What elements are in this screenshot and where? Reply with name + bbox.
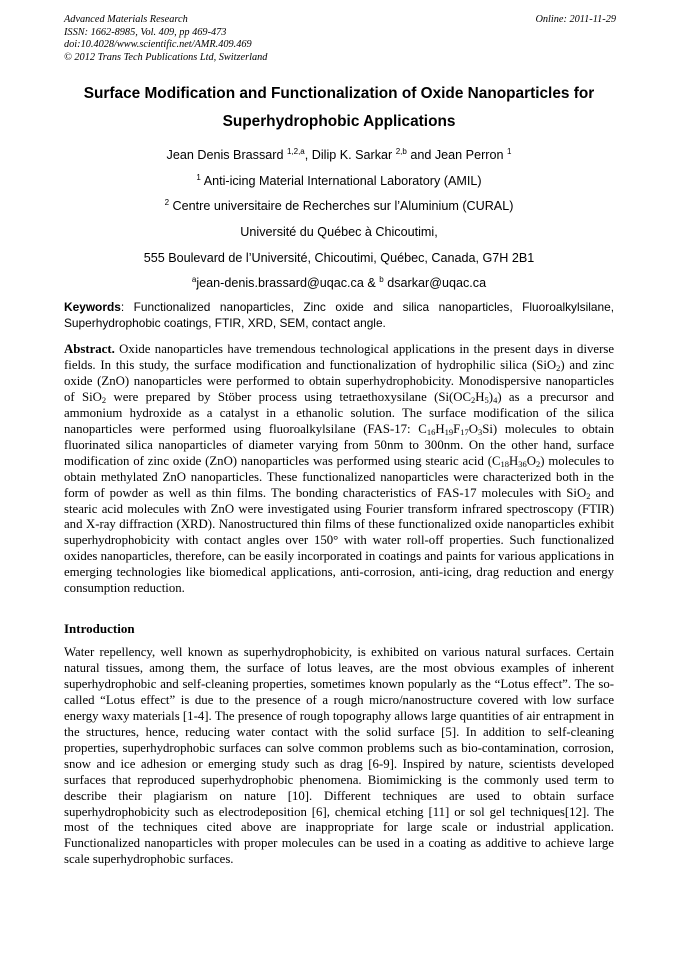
abstract-text: Oxide nanoparticles have tremendous technological applications in the present days in diverse fields. In this study, the surface modification and functionalization of hydrophilic silica (SiO: [64, 342, 614, 372]
abstract-text: O: [526, 453, 536, 468]
author-brassard-affil: 1,2,a: [286, 147, 305, 156]
affiliation-2-mark: 2: [164, 198, 170, 207]
email-a-mark: a: [191, 275, 197, 284]
keywords-section: [64, 299, 614, 331]
author-list: [40, 148, 638, 163]
abstract-label: Abstract.: [64, 342, 115, 356]
author-separator: and: [406, 148, 435, 162]
author-sarkar: Dilip K. Sarkar: [311, 148, 393, 162]
subscript: 16: [426, 426, 436, 437]
keywords-label: Keywords: [64, 300, 121, 314]
author-perron: Jean Perron: [434, 148, 504, 162]
title-line-2: Superhydrophobic Applications: [222, 113, 456, 130]
affiliation-1-mark: 1: [196, 173, 201, 182]
email-b-mark: b: [379, 275, 384, 284]
subscript: 2: [101, 394, 107, 405]
keywords-colon: :: [120, 300, 134, 314]
journal-name: Advanced Materials Research: [64, 14, 188, 25]
abstract-text: ) molecules to obtain methylated ZnO nanoparticles. These functionalized nanoparticles were characterized both in the form of powder as well as thin films. The bonding characteristics of FAS-17 molecules with SiO: [64, 453, 614, 500]
subscript: 18: [500, 458, 509, 469]
affiliation-2-text: Centre universitaire de Recherches sur l’Aluminium (CURAL): [172, 199, 514, 213]
author-emails: [40, 276, 638, 291]
abstract-text: Si) molecules to obtain fluorinated silica nanoparticles of diameter varying from 50nm to 300nm. On the other hand, surface modification of zinc oxide (ZnO) nanoparticles was performed using stearic acid (C: [64, 421, 614, 468]
abstract-text: were prepared by Stöber process using tetraethoxysilane (Si(OC: [106, 389, 472, 404]
introduction-heading: Introduction: [64, 621, 135, 636]
abstract-text: ): [488, 389, 494, 404]
online-date: Online: 2011-11-29: [535, 14, 616, 25]
abstract-text: ) and zinc oxide (ZnO) nanoparticles were performed to obtain superhydrophobicity. Monodispersive nanoparticles of SiO: [64, 357, 614, 404]
subscript: 5: [484, 394, 489, 405]
author-separator: ,: [304, 148, 312, 162]
subscript: 2: [536, 458, 541, 469]
journal-copyright: © 2012 Trans Tech Publications Ltd, Switzerland: [64, 51, 268, 63]
title-line-1: Surface Modification and Functionalization of Oxide Nanoparticles for: [83, 85, 595, 102]
abstract-text: ) as a precursor and ammonium hydroxide as a catalyst in a ethanolic solution. The surface modification of the silica nanoparticles were performed using fluoroalkylsilane (FAS-17: C: [64, 389, 614, 436]
keywords-text: Functionalized nanoparticles, Zinc oxide and silica nanoparticles, Fluoroalkylsilane, Superhydrophobic coatings, FTIR, XRD, SEM, contact angle.: [64, 300, 615, 330]
subscript: 17: [460, 426, 469, 437]
author-perron-affil: 1: [506, 147, 512, 156]
affiliation-2: [40, 199, 638, 214]
introduction-paragraph: Water repellency, well known as superhydrophobicity, is exhibited on various natural surfaces. Certain natural tissues, among them, the surface of lotus leaves, are the most obvious examples of inherent superhydrophobic and self-cleaning properties, sometimes known popularly as the “Lotus effect”. The so-called “Lotus effect” is due to the presence of a rough micro/nanostructure covered with low surface energy waxy materials [1-4]. The presence of rough topography allows large quantities of air entrapment in the structures, hence, reducing water contact with the solid surface [5]. In addition to self-cleaning properties, superhydrophobic surfaces can solve common problems such as bio-contamination, corrosion, snow and ice adhesion or emerging study such as drag [6-9]. Inspired by nature, scientists developed surfaces that reproduced superhydrophobic phenomena. Biomimicking is the commonly used term to describe their plagiarism on nature [10]. Different techniques are used to obtain surface superhydrophobicity such as electrodeposition [6], chemical etching [11] or sol gel techniques[12]. The most of the techniques cited above are inappropriate for large scale or industrial application. Functionalized nanoparticles with proper molecules can be used in a coating as additive to achieve large scale superhydrophobic surfaces.: [64, 645, 614, 867]
subscript: 3: [477, 426, 483, 437]
email-sarkar[interactable]: dsarkar@uqac.ca: [387, 276, 487, 290]
journal-doi: doi:10.4028/www.scientific.net/AMR.409.469: [64, 39, 252, 50]
subscript: 2: [586, 490, 591, 501]
paper-title: [40, 80, 638, 136]
email-brassard[interactable]: jean-denis.brassard@uqac.ca: [196, 276, 364, 290]
abstract-text: F: [453, 421, 461, 436]
abstract-text: O: [468, 421, 478, 436]
affiliation-3: Université du Québec à Chicoutimi,: [240, 225, 438, 239]
abstract-text: and stearic acid molecules with ZnO were investigated using Fourier transform infrared spectroscopy (FTIR) and X-ray diffraction (XRD). Nanostructured thin films of these functionalized oxide nanoparticles exhibit superhydrophobicity with contact angles over 150° with water roll-off properties. Such functionalized oxides nanoparticles, therefore, can be easily incorporated in coatings and paints for various applications in emerging technologies like biomedical applications, anti-corrosion, anti-icing, drag reduction and energy consumption reduction.: [64, 485, 614, 596]
abstract-text: H: [475, 389, 485, 404]
author-sarkar-affil: 2,b: [395, 147, 407, 156]
journal-header: [64, 14, 616, 64]
subscript: 2: [471, 394, 476, 405]
abstract-text: H: [509, 453, 519, 468]
subscript: 4: [493, 394, 498, 405]
abstract-paragraph: [64, 342, 614, 597]
subscript: 19: [444, 426, 454, 437]
author-brassard: Jean Denis Brassard: [166, 148, 284, 162]
affiliation-address: 555 Boulevard de l’Université, Chicoutimi, Québec, Canada, G7H 2B1: [143, 251, 535, 265]
subscript: 2: [556, 362, 561, 373]
journal-issn: ISSN: 1662-8985, Vol. 409, pp 469-473: [64, 26, 227, 38]
affiliation-1: [40, 174, 638, 189]
email-separator: &: [363, 276, 380, 290]
abstract-text: H: [435, 421, 445, 436]
affiliation-1-text: Anti-icing Material International Laboratory (AMIL): [203, 174, 482, 188]
subscript: 36: [518, 458, 527, 469]
